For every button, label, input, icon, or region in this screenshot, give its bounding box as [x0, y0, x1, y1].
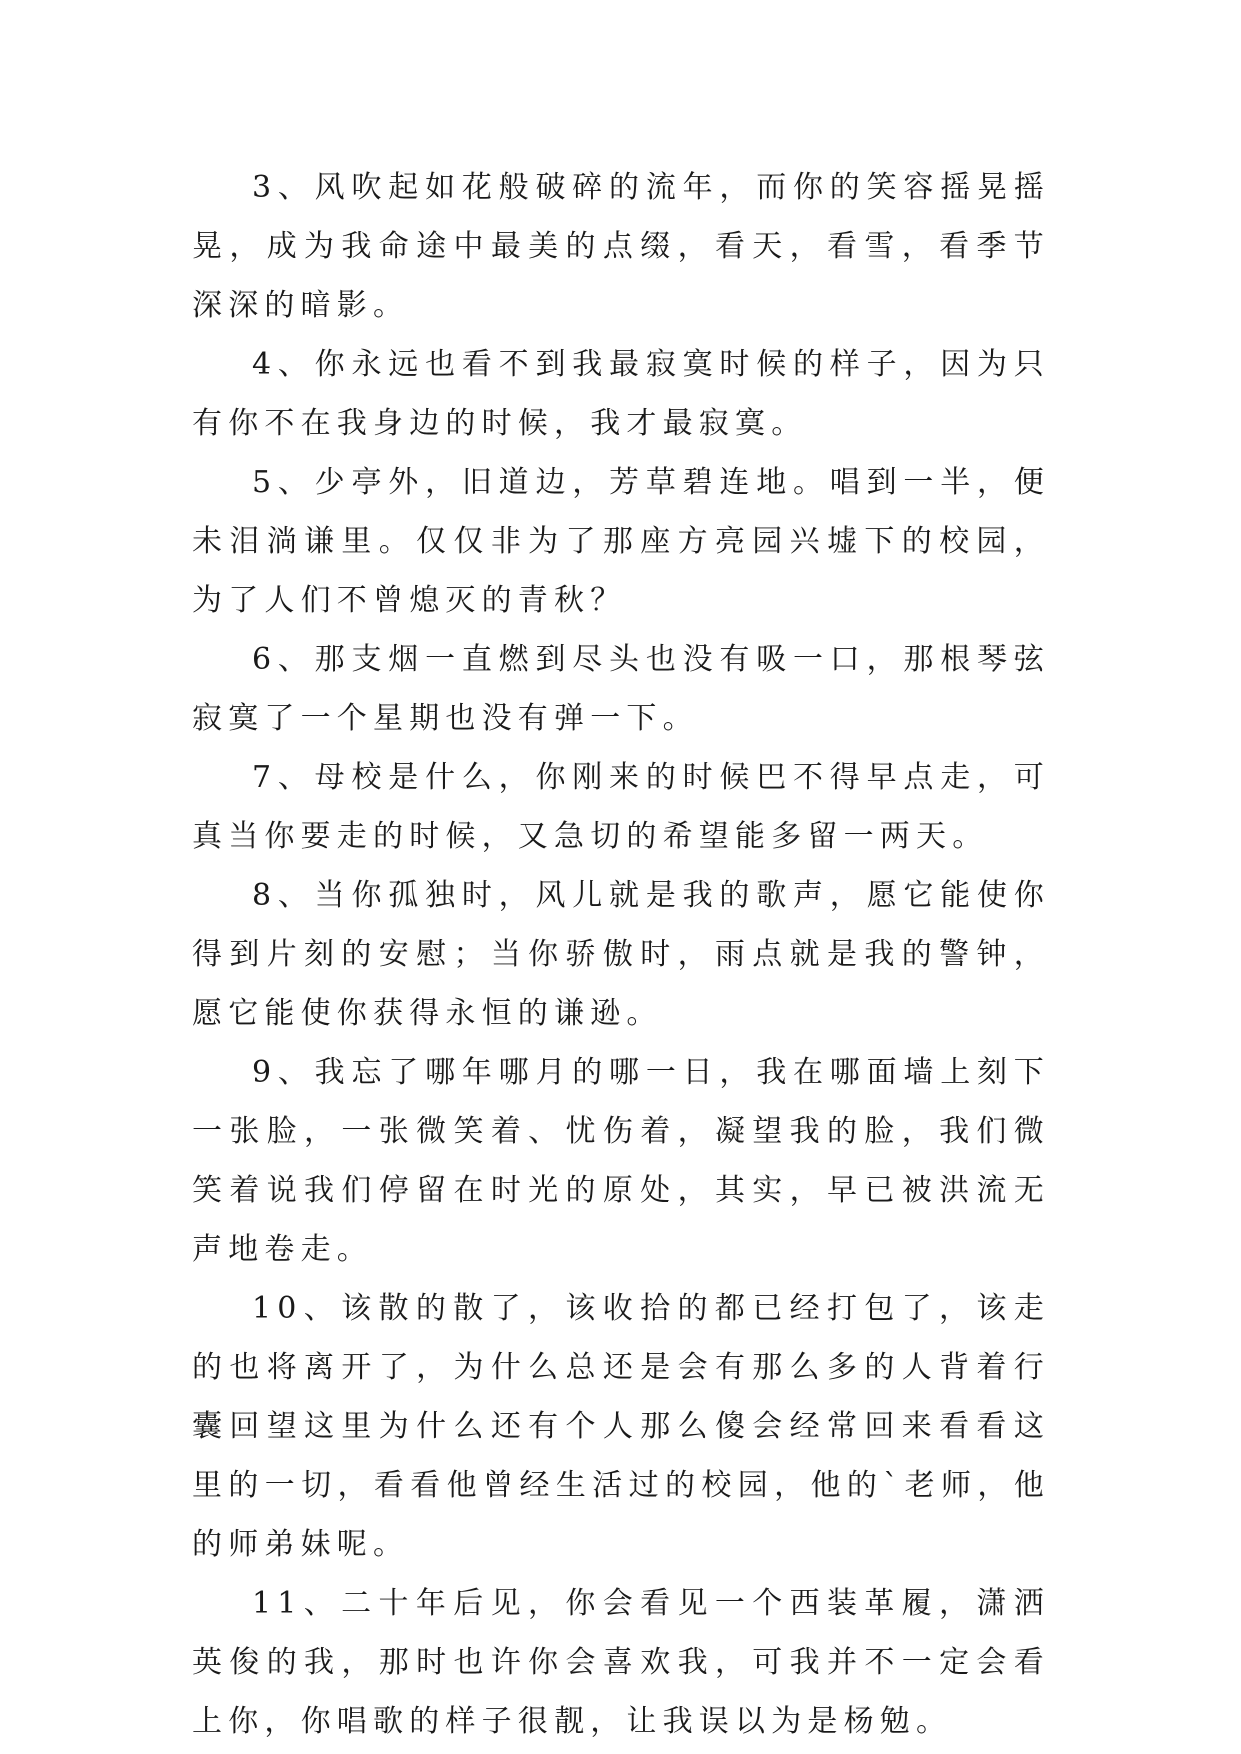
paragraph-11: 11、二十年后见，你会看见一个西装革履，潇洒英俊的我，那时也许你会喜欢我，可我并不一定会看上你，你唱歌的样子很靓，让我误以为是杨勉。: [192, 1586, 1050, 1739]
paragraph-5: 5、少亭外，旧道边，芳草碧连地。唱到一半，便未泪淌谦里。仅仅非为了那座方亮园兴墟下的校园，为了人们不曾熄灭的青秋？: [192, 465, 1050, 618]
paragraph-9: 9、我忘了哪年哪月的哪一日，我在哪面墙上刻下一张脸，一张微笑着、忧伤着，凝望我的脸，我们微笑着说我们停留在时光的原处，其实，早已被洪流无声地卷走。: [192, 1055, 1050, 1267]
paragraph-7: 7、母校是什么，你刚来的时候巴不得早点走，可真当你要走的时候，又急切的希望能多留一两天。: [192, 760, 1050, 854]
paragraph-6: 6、那支烟一直燃到尽头也没有吸一口，那根琴弦寂寞了一个星期也没有弹一下。: [192, 642, 1050, 736]
document-body: [192, 158, 1050, 1751]
paragraph-10: 10、该散的散了，该收拾的都已经打包了，该走的也将离开了，为什么总还是会有那么多的人背着行囊回望这里为什么还有个人那么傻会经常回来看看这里的一切，看看他曾经生活过的校园，他的`老师，他的师弟妹呢。: [192, 1291, 1050, 1562]
paragraph-3: 3、风吹起如花般破碎的流年，而你的笑容摇晃摇晃，成为我命途中最美的点缀，看天，看雪，看季节深深的暗影。: [192, 170, 1050, 323]
paragraph-8: 8、当你孤独时，风儿就是我的歌声，愿它能使你得到片刻的安慰；当你骄傲时，雨点就是我的警钟，愿它能使你获得永恒的谦逊。: [192, 878, 1050, 1031]
paragraph-4: 4、你永远也看不到我最寂寞时候的样子，因为只有你不在我身边的时候，我才最寂寞。: [192, 347, 1050, 441]
